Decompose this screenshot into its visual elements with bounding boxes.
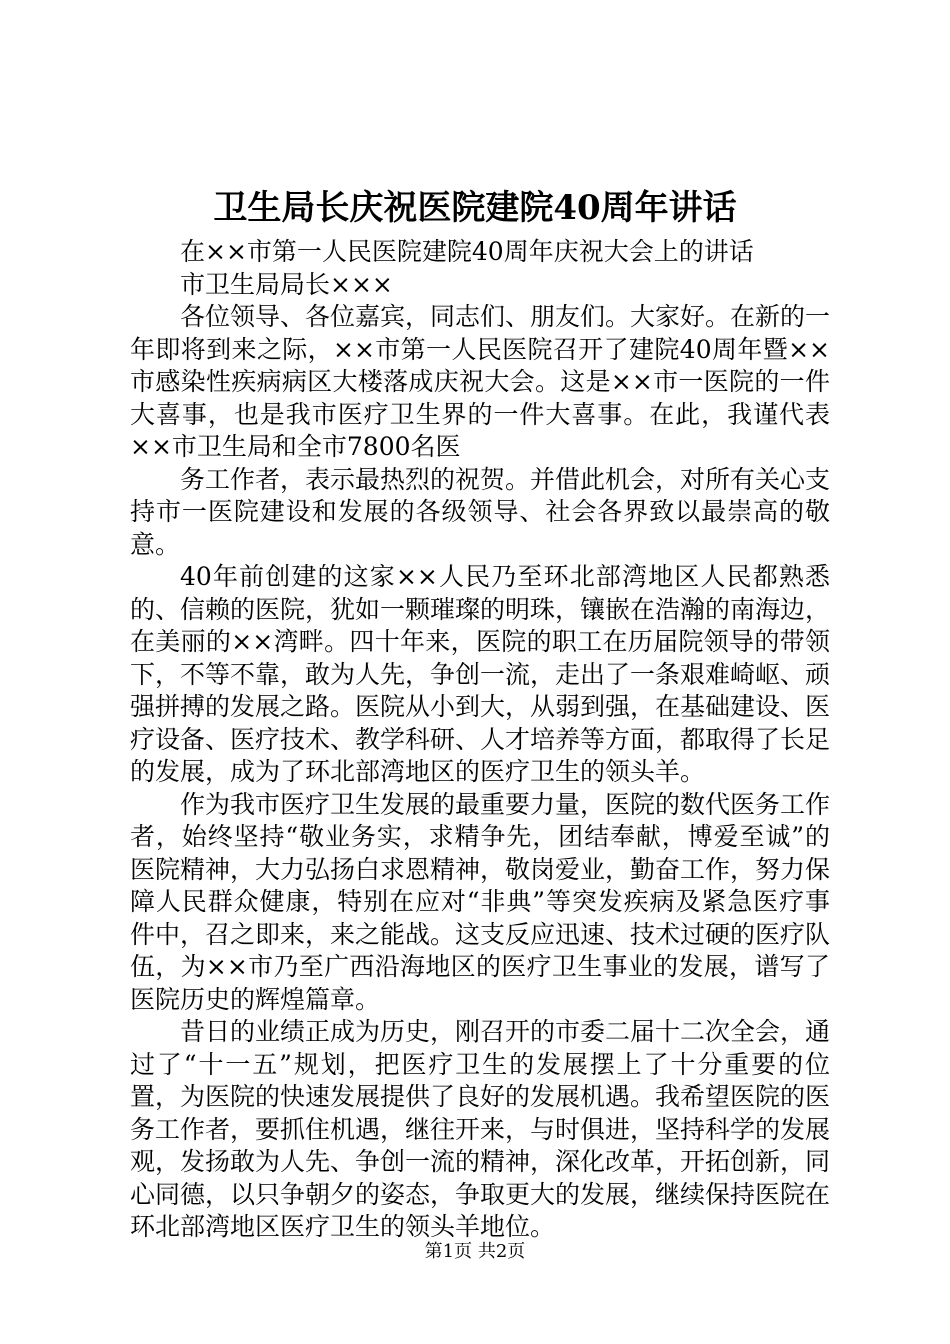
paragraph-thanks: 务工作者，表示最热烈的祝贺。并借此机会，对所有关心支持市一医院建设和发展的各级领导、社会各界致以最崇高的敬意。 [130, 464, 831, 559]
page-footer: 第1页 共2页 [424, 1241, 526, 1262]
document-body [130, 236, 830, 1244]
paragraph-history: 40年前创建的这家××人民乃至环北部湾地区人民都熟悉的、信赖的医院，犹如一颗璀璨的明珠，镶嵌在浩瀚的南海边，在美丽的××湾畔。四十年来，医院的职工在历届院领导的带领下，不等不靠，敢为人先，争创一流，走出了一条艰难崎岖、顽强拼搏的发展之路。医院从小到大，从弱到强，在基础建设、医疗设备、医疗技术、教学科研、人才培养等方面，都取得了长足的发展，成为了环北部湾地区的医疗卫生的领头羊。 [130, 562, 831, 786]
paragraph-spirit: 作为我市医疗卫生发展的最重要力量，医院的数代医务工作者，始终坚持“敬业务实，求精争先，团结奉献，博爱至诚”的医院精神，大力弘扬白求恩精神，敬岗爱业，勤奋工作，努力保障人民群众健康，特别在应对“非典”等突发疾病及紧急医疗事件中，召之即来，来之能战。这支反应迅速、技术过硬的医疗队伍，为××市乃至广西沿海地区的医疗卫生事业的发展，谱写了医院历史的辉煌篇章。 [130, 789, 831, 1014]
paragraph-speaker: 市卫生局局长××× [180, 269, 393, 299]
paragraph-subtitle: 在××市第一人民医院建院40周年庆祝大会上的讲话 [180, 237, 754, 266]
document-title: 卫生局长庆祝医院建院40周年讲话 [213, 188, 737, 228]
paragraph-future: 昔日的业绩正成为历史，刚召开的市委二届十二次全会，通过了“十一五”规划，把医疗卫生的发展摆上了十分重要的位置，为医院的快速发展提供了良好的发展机遇。我希望医院的医务工作者，要抓住机遇，继往开来，与时俱进，坚持科学的发展观，发扬敢为人先、争创一流的精神，深化改革，开拓创新，同心同德，以只争朝夕的姿态，争取更大的发展，继续保持医院在环北部湾地区医疗卫生的领头羊地位。 [130, 1017, 831, 1241]
paragraph-greeting: 各位领导、各位嘉宾，同志们、朋友们。大家好。在新的一年即将到来之际，××市第一人民医院召开了建院40周年暨××市感染性疾病病区大楼落成庆祝大会。这是××市一医院的一件大喜事，也是我市医疗卫生界的一件大喜事。在此，我谨代表××市卫生局和全市7800名医 [130, 302, 831, 461]
